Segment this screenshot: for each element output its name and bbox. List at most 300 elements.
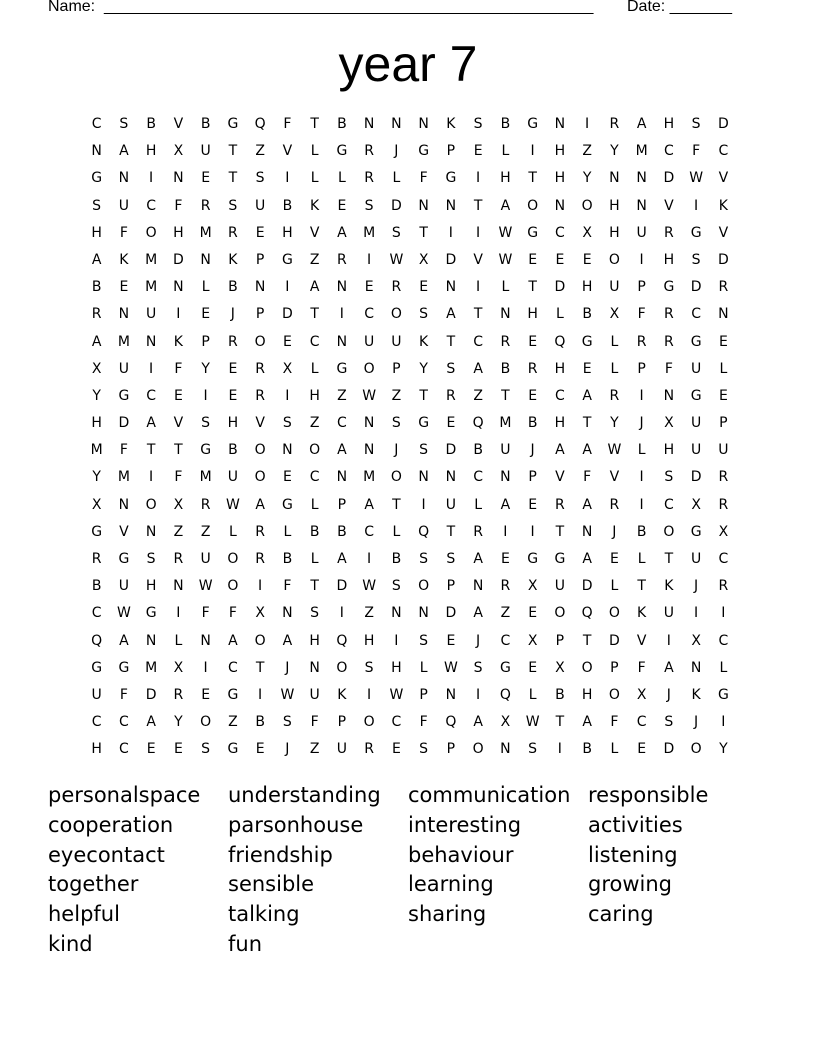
grid-letter: R	[255, 523, 265, 540]
grid-letter: I	[639, 251, 644, 268]
grid-letter: D	[118, 415, 130, 432]
grid-letter: E	[255, 224, 265, 241]
grid-letter: L	[501, 143, 510, 160]
grid-letter: C	[336, 415, 347, 432]
grid-letter: T	[146, 442, 156, 459]
grid-letter: N	[173, 170, 184, 187]
grid-letter: H	[391, 659, 402, 676]
grid-letter: U	[200, 143, 211, 160]
grid-letter: P	[337, 496, 347, 513]
grid-letter: M	[635, 143, 648, 160]
grid-letter: D	[663, 170, 675, 187]
grid-letter: E	[528, 251, 538, 268]
grid-letter: G	[527, 551, 539, 567]
grid-letter: L	[719, 659, 728, 676]
grid-letter: R	[364, 143, 374, 160]
grid-letter: P	[610, 659, 619, 676]
grid-letter: X	[609, 306, 620, 323]
grid-letter: R	[555, 496, 565, 513]
grid-letter: M	[145, 659, 158, 676]
grid-letter: U	[691, 551, 702, 567]
grid-letter: O	[200, 714, 212, 731]
grid-letter: R	[609, 387, 620, 404]
grid-letter: C	[364, 306, 375, 323]
grid-letter: Q	[554, 333, 566, 350]
grid-letter: B	[473, 442, 483, 459]
grid-letter: N	[500, 306, 511, 323]
grid-letter: A	[91, 333, 102, 350]
grid-letter: G	[91, 659, 103, 676]
grid-letter: W	[443, 659, 458, 676]
grid-letter: B	[555, 686, 565, 703]
grid-letter: X	[91, 496, 102, 513]
grid-letter: L	[310, 496, 319, 513]
grid-letter: N	[118, 306, 130, 323]
grid-letter: H	[309, 632, 320, 649]
grid-letter: A	[255, 496, 265, 513]
grid-letter: G	[118, 659, 130, 676]
grid-letter: C	[473, 333, 484, 350]
grid-letter: X	[718, 523, 729, 540]
grid-letter: I	[203, 659, 208, 676]
grid-letter: W	[362, 578, 377, 595]
grid-letter: S	[419, 741, 429, 758]
word-list-item: learning	[408, 872, 494, 897]
grid-letter: N	[91, 143, 102, 160]
grid-letter: M	[199, 224, 212, 241]
grid-letter: F	[174, 469, 183, 486]
grid-letter: U	[691, 415, 702, 432]
grid-letter: D	[445, 251, 457, 268]
grid-letter: U	[663, 605, 674, 622]
grid-letter: I	[176, 605, 181, 622]
grid-letter: R	[91, 551, 102, 567]
grid-letter: G	[418, 415, 430, 432]
grid-letter: M	[117, 469, 130, 486]
grid-letter: N	[418, 116, 429, 132]
grid-letter: S	[419, 551, 429, 567]
grid-letter: N	[282, 442, 293, 459]
grid-letter: N	[500, 741, 511, 758]
grid-letter: S	[364, 659, 374, 676]
grid-letter: X	[282, 360, 293, 377]
grid-letter: T	[310, 116, 319, 132]
grid-letter: Z	[582, 143, 592, 160]
grid-letter: S	[691, 251, 701, 268]
grid-letter: F	[419, 170, 428, 187]
grid-letter: Z	[173, 523, 184, 540]
grid-letter: I	[448, 224, 453, 241]
grid-letter: N	[609, 170, 620, 187]
grid-letter: X	[691, 496, 701, 513]
grid-letter: R	[718, 578, 729, 595]
grid-letter: S	[282, 415, 292, 432]
grid-letter: P	[255, 306, 265, 323]
grid-letter: U	[200, 551, 211, 567]
grid-letter: U	[146, 306, 157, 323]
grid-letter: N	[309, 659, 320, 676]
grid-letter: N	[145, 523, 157, 540]
grid-letter: A	[555, 442, 565, 459]
grid-letter: U	[391, 333, 402, 350]
grid-letter: Q	[472, 415, 484, 432]
grid-letter: A	[582, 442, 592, 459]
grid-letter: A	[337, 442, 347, 459]
grid-letter: H	[554, 143, 566, 160]
grid-letter: J	[394, 442, 399, 459]
grid-letter: Q	[418, 523, 430, 540]
grid-letter: F	[664, 360, 673, 377]
grid-letter: T	[228, 143, 238, 160]
word-list-item: listening	[588, 842, 678, 867]
grid-letter: D	[581, 578, 593, 595]
grid-row	[83, 655, 737, 682]
grid-letter: X	[173, 143, 184, 160]
grid-letter: F	[610, 714, 619, 731]
grid-letter: G	[281, 496, 293, 513]
grid-letter: I	[285, 279, 290, 296]
grid-letter: Y	[610, 415, 619, 432]
grid-letter: O	[608, 251, 620, 268]
grid-letter: Q	[254, 116, 266, 132]
grid-letter: S	[92, 197, 102, 214]
grid-letter: H	[527, 306, 538, 323]
grid-letter: F	[119, 442, 128, 459]
grid-letter: Z	[391, 387, 402, 404]
grid-letter: I	[285, 170, 290, 187]
grid-letter: D	[336, 578, 348, 595]
grid-letter: R	[173, 686, 184, 703]
grid-letter: H	[581, 686, 593, 703]
grid-letter: I	[339, 605, 344, 622]
grid-letter: N	[663, 387, 675, 404]
grid-letter: R	[255, 360, 265, 377]
grid-letter: G	[690, 333, 702, 350]
grid-letter: M	[145, 279, 158, 296]
grid-letter: I	[585, 116, 590, 132]
grid-letter: J	[394, 143, 399, 160]
grid-letter: V	[718, 224, 729, 241]
grid-letter: C	[554, 387, 565, 404]
grid-letter: V	[609, 469, 620, 486]
grid-letter: R	[500, 578, 511, 595]
grid-letter: F	[419, 714, 428, 731]
grid-letter: F	[119, 224, 128, 241]
grid-letter: E	[528, 387, 538, 404]
grid-letter: W	[225, 496, 240, 513]
grid-letter: D	[172, 251, 184, 268]
grid-letter: R	[500, 333, 511, 350]
grid-letter: A	[282, 632, 293, 649]
grid-letter: I	[203, 387, 208, 404]
word-list-item: responsible	[588, 783, 709, 807]
grid-letter: J	[639, 415, 644, 432]
grid-letter: R	[200, 496, 211, 513]
grid-letter: S	[310, 605, 320, 622]
grid-letter: U	[691, 360, 702, 377]
grid-letter: B	[309, 523, 320, 540]
grid-letter: G	[663, 279, 675, 296]
grid-letter: R	[228, 224, 238, 241]
grid-letter: A	[337, 551, 347, 567]
grid-letter: R	[664, 306, 674, 323]
grid-letter: A	[582, 551, 592, 567]
grid-letter: T	[446, 523, 456, 540]
grid-letter: G	[499, 659, 511, 676]
grid-letter: S	[391, 224, 401, 241]
grid-row	[83, 111, 737, 138]
grid-letter: B	[255, 714, 265, 731]
grid-letter: U	[636, 224, 647, 241]
grid-letter: U	[554, 578, 565, 595]
grid-letter: Q	[336, 632, 348, 649]
grid-letter: R	[609, 116, 620, 132]
grid-letter: L	[201, 279, 210, 296]
grid-letter: U	[118, 360, 129, 377]
grid-letter: L	[228, 523, 237, 540]
grid-letter: O	[581, 659, 593, 676]
grid-row	[83, 519, 737, 546]
grid-letter: J	[285, 741, 290, 758]
grid-letter: U	[500, 442, 511, 459]
grid-letter: S	[119, 116, 129, 132]
grid-letter: B	[337, 523, 347, 540]
grid-letter: N	[445, 279, 457, 296]
grid-letter: S	[282, 714, 292, 731]
grid-letter: F	[174, 197, 183, 214]
grid-letter: N	[636, 170, 647, 187]
grid-letter: S	[528, 741, 538, 758]
grid-letter: D	[690, 469, 702, 486]
grid-letter: I	[149, 360, 154, 377]
grid-letter: T	[501, 387, 510, 404]
grid-letter: W	[389, 251, 404, 268]
grid-letter: U	[118, 578, 129, 595]
grid-letter: L	[610, 741, 619, 758]
grid-letter: X	[255, 605, 265, 622]
grid-letter: F	[583, 469, 592, 486]
word-list-item: together	[48, 872, 139, 897]
grid-letter: C	[227, 659, 238, 676]
grid-letter: N	[445, 197, 457, 214]
grid-letter: O	[608, 605, 620, 622]
grid-letter: N	[445, 686, 457, 703]
grid-letter: O	[390, 469, 402, 486]
grid-letter: C	[91, 605, 102, 622]
grid-letter: C	[691, 306, 702, 323]
grid-letter: R	[664, 333, 674, 350]
grid-letter: Y	[582, 170, 592, 187]
grid-letter: J	[612, 523, 617, 540]
grid-letter: T	[528, 279, 537, 296]
grid-letter: D	[445, 442, 457, 459]
grid-letter: T	[310, 578, 319, 595]
grid-letter: Z	[200, 523, 211, 540]
grid-letter: L	[637, 551, 646, 567]
grid-letter: E	[201, 170, 211, 187]
grid-letter: E	[446, 632, 456, 649]
grid-letter: L	[610, 333, 619, 350]
grid-letter: V	[119, 523, 129, 540]
grid-letter: H	[554, 170, 566, 187]
grid-letter: Y	[719, 741, 728, 758]
grid-letter: E	[528, 605, 538, 622]
grid-letter: J	[230, 306, 235, 323]
grid-letter: J	[530, 442, 535, 459]
grid-letter: C	[91, 714, 102, 731]
grid-letter: H	[663, 251, 675, 268]
grid-letter: U	[91, 686, 102, 703]
grid-letter: P	[528, 469, 537, 486]
grid-letter: N	[445, 469, 457, 486]
grid-letter: N	[336, 333, 348, 350]
grid-letter: X	[555, 659, 565, 676]
word-list-item: friendship	[228, 842, 333, 867]
grid-letter: X	[418, 251, 429, 268]
grid-letter: I	[694, 197, 699, 214]
grid-letter: H	[500, 170, 511, 187]
grid-letter: D	[690, 279, 702, 296]
grid-letter: R	[391, 279, 402, 296]
grid-letter: C	[718, 143, 729, 160]
grid-letter: L	[610, 578, 619, 595]
grid-letter: G	[91, 523, 103, 540]
grid-letter: S	[691, 116, 701, 132]
grid-letter: G	[554, 551, 566, 567]
date-label: Date: _______	[627, 0, 732, 15]
grid-letter: I	[503, 523, 508, 540]
grid-letter: G	[281, 251, 293, 268]
grid-row	[83, 437, 737, 464]
grid-letter: Z	[473, 387, 483, 404]
grid-letter: B	[282, 551, 293, 567]
grid-letter: V	[173, 415, 184, 432]
grid-letter: X	[664, 415, 674, 432]
grid-letter: P	[446, 578, 456, 595]
grid-letter: W	[362, 387, 377, 404]
grid-letter: Y	[610, 143, 619, 160]
grid-letter: I	[530, 523, 535, 540]
grid-letter: T	[582, 632, 592, 649]
grid-letter: H	[363, 632, 375, 649]
grid-letter: E	[228, 387, 238, 404]
grid-letter: R	[337, 251, 347, 268]
grid-letter: J	[285, 659, 290, 676]
grid-letter: O	[227, 551, 239, 567]
grid-letter: W	[280, 686, 295, 703]
grid-letter: V	[664, 197, 674, 214]
grid-letter: R	[473, 523, 483, 540]
grid-letter: G	[527, 224, 539, 241]
grid-letter: O	[390, 306, 402, 323]
grid-letter: F	[119, 686, 128, 703]
word-list-item: helpful	[48, 902, 120, 927]
grid-letter: O	[309, 442, 321, 459]
grid-letter: O	[554, 605, 566, 622]
grid-row	[83, 709, 737, 736]
grid-letter: P	[719, 415, 728, 432]
grid-letter: B	[527, 415, 538, 432]
grid-letter: R	[609, 496, 620, 513]
grid-letter: R	[364, 170, 374, 187]
grid-letter: E	[173, 741, 183, 758]
grid-letter: G	[91, 170, 103, 187]
grid-letter: H	[91, 224, 102, 241]
grid-letter: N	[554, 197, 566, 214]
grid-letter: K	[119, 251, 129, 268]
grid-letter: X	[691, 632, 701, 649]
grid-letter: G	[445, 170, 457, 187]
grid-letter: I	[149, 469, 154, 486]
grid-letter: I	[557, 741, 562, 758]
grid-letter: L	[392, 523, 401, 540]
grid-letter: P	[446, 143, 456, 160]
grid-letter: A	[473, 605, 483, 622]
grid-letter: N	[118, 496, 130, 513]
grid-letter: N	[391, 605, 402, 622]
grid-letter: S	[446, 360, 456, 377]
grid-letter: N	[336, 279, 348, 296]
grid-letter: V	[718, 170, 729, 187]
grid-letter: X	[527, 632, 538, 649]
grid-letter: S	[391, 415, 401, 432]
grid-letter: D	[717, 116, 729, 132]
grid-letter: H	[91, 741, 102, 758]
grid-letter: E	[528, 659, 538, 676]
word-list-item: interesting	[408, 812, 522, 837]
grid-letter: S	[664, 469, 674, 486]
grid-letter: B	[500, 360, 511, 377]
grid-letter: I	[721, 605, 726, 622]
grid-letter: C	[663, 143, 674, 160]
grid-letter: D	[717, 251, 729, 268]
grid-letter: D	[390, 197, 402, 214]
grid-letter: E	[473, 143, 483, 160]
grid-letter: N	[554, 116, 566, 132]
grid-letter: O	[527, 197, 539, 214]
grid-letter: K	[637, 605, 647, 622]
word-list-item: personalspace	[48, 783, 201, 807]
grid-letter: A	[500, 197, 511, 214]
grid-letter: I	[367, 251, 372, 268]
grid-letter: A	[119, 143, 129, 160]
grid-letter: X	[91, 360, 102, 377]
grid-letter: Z	[337, 387, 347, 404]
grid-letter: N	[472, 578, 484, 595]
grid-letter: U	[255, 197, 266, 214]
grid-letter: F	[201, 605, 210, 622]
grid-letter: N	[418, 197, 429, 214]
grid-letter: O	[227, 578, 239, 595]
grid-letter: B	[282, 197, 293, 214]
grid-letter: O	[254, 632, 266, 649]
grid-letter: B	[582, 741, 592, 758]
grid-letter: B	[200, 116, 211, 132]
grid-letter: P	[337, 714, 347, 731]
grid-letter: T	[664, 551, 674, 567]
grid-letter: D	[608, 632, 620, 649]
grid-letter: C	[309, 333, 320, 350]
grid-letter: D	[281, 306, 293, 323]
grid-letter: R	[446, 387, 456, 404]
grid-letter: B	[337, 116, 347, 132]
grid-letter: T	[174, 442, 183, 459]
grid-letter: H	[581, 279, 593, 296]
grid-letter: G	[690, 387, 702, 404]
grid-letter: N	[200, 632, 211, 649]
grid-letter: S	[419, 306, 429, 323]
grid-letter: C	[118, 741, 129, 758]
